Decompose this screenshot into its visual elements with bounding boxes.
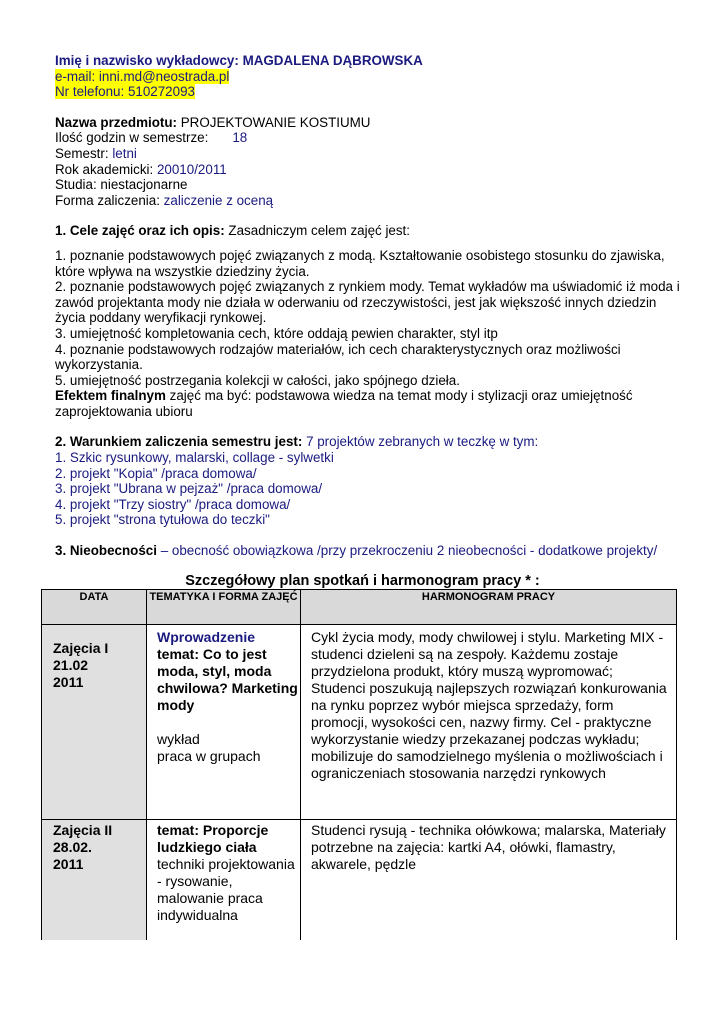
document-body bbox=[55, 53, 680, 559]
email-line: e-mail: inni.md@neostrada.pl bbox=[55, 68, 230, 84]
year-label: Rok akademicki: bbox=[55, 161, 154, 177]
topic-main: temat: Co to jest moda, styl, moda chwilowa? Marketing mody bbox=[157, 646, 298, 713]
hours-label: Ilość godzin w semestrze: bbox=[55, 130, 209, 146]
session-topic bbox=[147, 625, 301, 820]
lecturer-line bbox=[55, 53, 680, 69]
goal-item: 2. poznanie podstawowych pojęć związanych z rynkiem mody. Temat wykładów ma uświadomić iż moda i zawód projektanta mody nie działa w oderwaniu od rzeczywistości, jest jak większość innych dziedzin życia poddany weryfikacji rynkowej. bbox=[55, 279, 680, 326]
topic-title: Wprowadzenie bbox=[157, 629, 256, 645]
section2-heading: 2. Warunkiem zaliczenia semestru jest: bbox=[55, 434, 303, 450]
section1-intro: Zasadniczym celem zajęć jest: bbox=[228, 223, 410, 239]
table-row bbox=[42, 820, 677, 940]
project-item: 4. projekt "Trzy siostry" /praca domowa/ bbox=[55, 496, 291, 512]
goal-item: 3. umiejętność kompletowania cech, które oddają pewien charakter, styl itp bbox=[55, 325, 498, 341]
studies-line: Studia: niestacjonarne bbox=[55, 177, 188, 193]
semester-value: letni bbox=[112, 145, 137, 161]
session-topic bbox=[147, 820, 301, 940]
subject-name-line bbox=[55, 115, 680, 131]
topic-form: wykład bbox=[157, 731, 200, 747]
form-line bbox=[55, 193, 680, 209]
goal-item: 1. poznanie podstawowych pojęć związanych z modą. Kształtowanie osobistego stosunku do zjawiska, które wpływa na wszystkie dziedziny życia. bbox=[55, 247, 665, 279]
plan-table bbox=[41, 589, 677, 940]
hours-line bbox=[55, 130, 680, 146]
year-value: 20010/2011 bbox=[156, 161, 227, 177]
column-header-topic: TEMATYKA I FORMA ZAJĘĆ bbox=[147, 590, 301, 625]
section1-heading: 1. Cele zajęć oraz ich opis: bbox=[55, 223, 225, 239]
column-header-date: DATA bbox=[42, 590, 147, 625]
semester-line bbox=[55, 146, 680, 162]
section1-heading-line bbox=[55, 223, 680, 239]
hours-value: 18 bbox=[232, 130, 248, 146]
lecturer-name: MAGDALENA DĄBROWSKA bbox=[242, 53, 423, 68]
final-effect bbox=[55, 388, 680, 419]
year-line bbox=[55, 162, 680, 178]
phone-line: Nr telefonu: 510272093 bbox=[55, 84, 195, 100]
goal-item: 4. poznanie podstawowych rodzajów materiałów, ich cech charakterystycznych oraz możliwości wykorzystania. bbox=[55, 341, 621, 373]
final-effect-label: Efektem finalnym bbox=[55, 388, 166, 404]
subject-name-value: PROJEKTOWANIE KOSTIUMU bbox=[180, 114, 371, 130]
form-value: zaliczenie z oceną bbox=[163, 192, 274, 208]
table-row bbox=[42, 625, 677, 820]
section2-heading-line bbox=[55, 434, 680, 450]
lecturer-label: Imię i nazwisko wykładowcy: bbox=[55, 53, 239, 68]
section2-intro: 7 projektów zebranych w teczkę w tym: bbox=[306, 434, 539, 450]
goal-item: 5. umiejętność postrzegania kolekcji w całości, jako spójnego dzieła. bbox=[55, 372, 460, 388]
project-item: 2. projekt "Kopia" /praca domowa/ bbox=[55, 465, 257, 481]
semester-label: Semestr: bbox=[55, 145, 109, 161]
topic-form: praca w grupach bbox=[157, 748, 261, 764]
session-schedule: Cykl życia mody, mody chwilowej i stylu. Marketing MIX - studenci dzieleni są na zespoły. Każdemu zostaje przydzielona produkt, który muszą wypromować; Studenci poszukują najlepszych rozwiązań konkurowania na rynku poprzez wybór miejsca sprzedaży, form promocji, wysokości cen, nazwy firmy. Cel - praktyczne wykorzystanie wiedzy przekazanej podczas wykładu; mobilizuje do samodzielnego myślenia o możliwościach i ograniczeniach stosowania narzędzi rynkowych bbox=[301, 625, 677, 820]
subject-name-label: Nazwa przedmiotu: bbox=[55, 114, 178, 130]
topic-main: temat: Proporcje ludzkiego ciała bbox=[157, 822, 269, 855]
section3-text: – obecność obowiązkowa /przy przekroczeniu 2 nieobecności - dodatkowe projekty/ bbox=[160, 543, 658, 559]
form-label: Forma zaliczenia: bbox=[55, 192, 160, 208]
final-effect-text: zajęć ma być: podstawowa wiedza na temat mody i stylizacji oraz umiejętność zaprojektowania ubioru bbox=[55, 388, 633, 419]
topic-rest: techniki projektowania - rysowanie, malowanie praca indywidualna bbox=[157, 856, 295, 923]
section3-heading: 3. Nieobecności bbox=[55, 543, 157, 559]
project-item: 3. projekt "Ubrana w pejzaż" /praca domowa/ bbox=[55, 481, 323, 497]
session-schedule: Studenci rysują - technika ołówkowa; malarska, Materiały potrzebne na zajęcia: kartki A4, ołówki, flamastry, akwarele, pędzle bbox=[301, 820, 677, 940]
column-header-schedule: HARMONOGRAM PRACY bbox=[301, 590, 677, 625]
section3-line bbox=[55, 543, 680, 559]
session-date: Zajęcia I 21.02 2011 bbox=[42, 625, 147, 820]
project-item: 5. projekt "strona tytułowa do teczki" bbox=[55, 512, 270, 528]
project-item: 1. Szkic rysunkowy, malarski, collage - sylwetki bbox=[55, 450, 334, 466]
session-date: Zajęcia II 28.02. 2011 bbox=[42, 820, 147, 940]
plan-title: Szczegółowy plan spotkań i harmonogram pracy * : bbox=[185, 573, 540, 589]
